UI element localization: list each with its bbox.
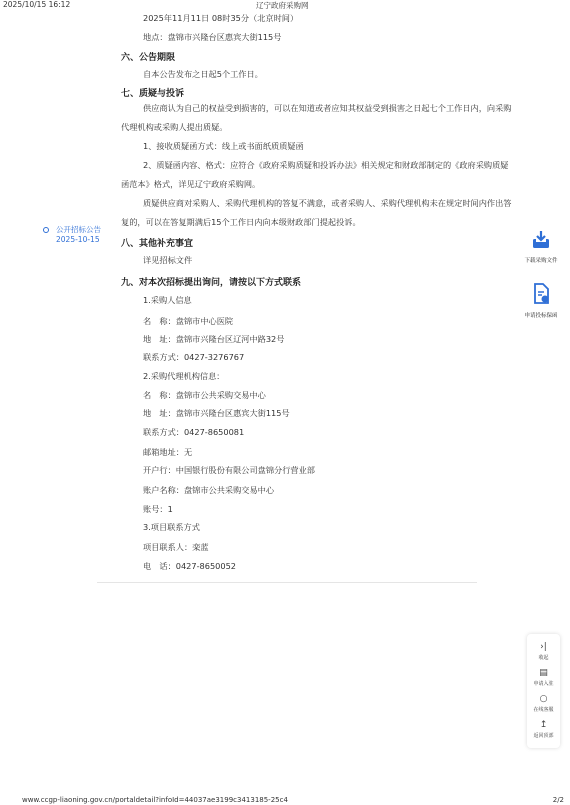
print-url: www.ccgp-liaoning.gov.cn/portaldetail?infoId=44037ae3199c3413185-25c4 (22, 796, 288, 804)
document-icon (531, 283, 551, 305)
apply-guarantee-label: 申请投标保函 (524, 313, 558, 319)
section-7-heading: 七、质疑与投诉 (121, 89, 185, 99)
opening-time: 2025年11月11日 08时35分（北京时间） (143, 13, 299, 23)
agency-bank: 开户行：中国银行股份有限公司盘锦分行营业部 (143, 465, 315, 475)
apply-enter-button[interactable] (527, 668, 560, 687)
headset-icon: ○ (539, 694, 548, 704)
agency-post: 邮箱地址：无 (143, 447, 193, 457)
agency-account-name: 账户名称：盘锦市公共采购交易中心 (143, 485, 275, 495)
apply-guarantee-button[interactable] (516, 283, 566, 319)
sidebar-title: 公开招标公告 (56, 225, 101, 234)
print-site-title: 辽宁政府采购网 (256, 1, 309, 10)
project-contact-title: 3.项目联系方式 (143, 522, 200, 532)
online-service-label: 在线客服 (533, 707, 554, 713)
section-7-paragraph-1: 供应商认为自己的权益受到损害的，可以在知道或者应知其权益受到损害之日起七个工作日内，向采购代理机构或采购人提出质疑。 (121, 103, 512, 132)
purchaser-title: 1.采购人信息 (143, 295, 192, 305)
floating-toolbar (527, 634, 560, 748)
content-divider (97, 582, 477, 583)
download-icon (531, 230, 551, 250)
project-contact-person: 项目联系人：栾蓝 (143, 542, 209, 552)
back-to-top-label: 返回顶部 (533, 733, 554, 739)
purchaser-name: 名 称：盘锦市中心医院 (143, 316, 234, 326)
opening-place: 地点：盘锦市兴隆台区惠宾大街115号 (143, 32, 282, 42)
print-page-number: 2/2 (552, 796, 564, 804)
section-8-text: 详见招标文件 (143, 255, 193, 265)
print-datetime: 2025/10/15 16:12 (3, 0, 71, 9)
sidebar-date: 2025-10-15 (56, 235, 100, 244)
apply-enter-label: 申请入驻 (533, 681, 554, 687)
agency-name: 名 称：盘锦市公共采购交易中心 (143, 390, 266, 400)
enter-icon: ▤ (539, 668, 548, 678)
purchaser-contact: 联系方式：0427-3276767 (143, 352, 245, 362)
sidebar-dot-icon (43, 227, 49, 233)
arrow-up-icon: ↥ (539, 720, 548, 730)
section-7-paragraph-3: 2、质疑函内容、格式：应符合《政府采购质疑和投诉办法》相关规定和财政部制定的《政府采购质疑函范本》格式，详见辽宁政府采购网。 (121, 160, 509, 189)
section-7-paragraph-4: 质疑供应商对采购人、采购代理机构的答复不满意，或者采购人、采购代理机构未在规定时间内作出答复的，可以在答复期满后15个工作日内向本级财政部门提起投诉。 (121, 198, 512, 227)
collapse-button[interactable] (527, 642, 560, 661)
online-service-button[interactable] (527, 694, 560, 713)
agency-contact: 联系方式：0427-8650081 (143, 427, 245, 437)
section-9-heading: 九、对本次招标提出询问，请按以下方式联系 (121, 278, 302, 288)
collapse-label: 收起 (538, 655, 549, 661)
section-7-paragraph-2: 1、接收质疑函方式：线上或书面纸质质疑函 (143, 141, 304, 151)
section-6-text: 自本公告发布之日起5个工作日。 (143, 69, 263, 79)
download-files-button[interactable] (516, 230, 566, 264)
agency-title: 2.采购代理机构信息： (143, 371, 225, 381)
download-files-label: 下载采购文件 (524, 258, 558, 264)
section-8-heading: 八、其他补充事宜 (121, 239, 194, 249)
purchaser-address: 地 址：盘锦市兴隆台区辽河中路32号 (143, 334, 285, 344)
agency-account-number: 账号：1 (143, 504, 173, 514)
section-6-heading: 六、公告期限 (121, 53, 176, 63)
collapse-icon: ›| (540, 642, 547, 652)
back-to-top-button[interactable] (527, 720, 560, 739)
project-contact-phone: 电 话：0427-8650052 (143, 561, 237, 571)
agency-address: 地 址：盘锦市兴隆台区惠宾大街115号 (143, 408, 290, 418)
